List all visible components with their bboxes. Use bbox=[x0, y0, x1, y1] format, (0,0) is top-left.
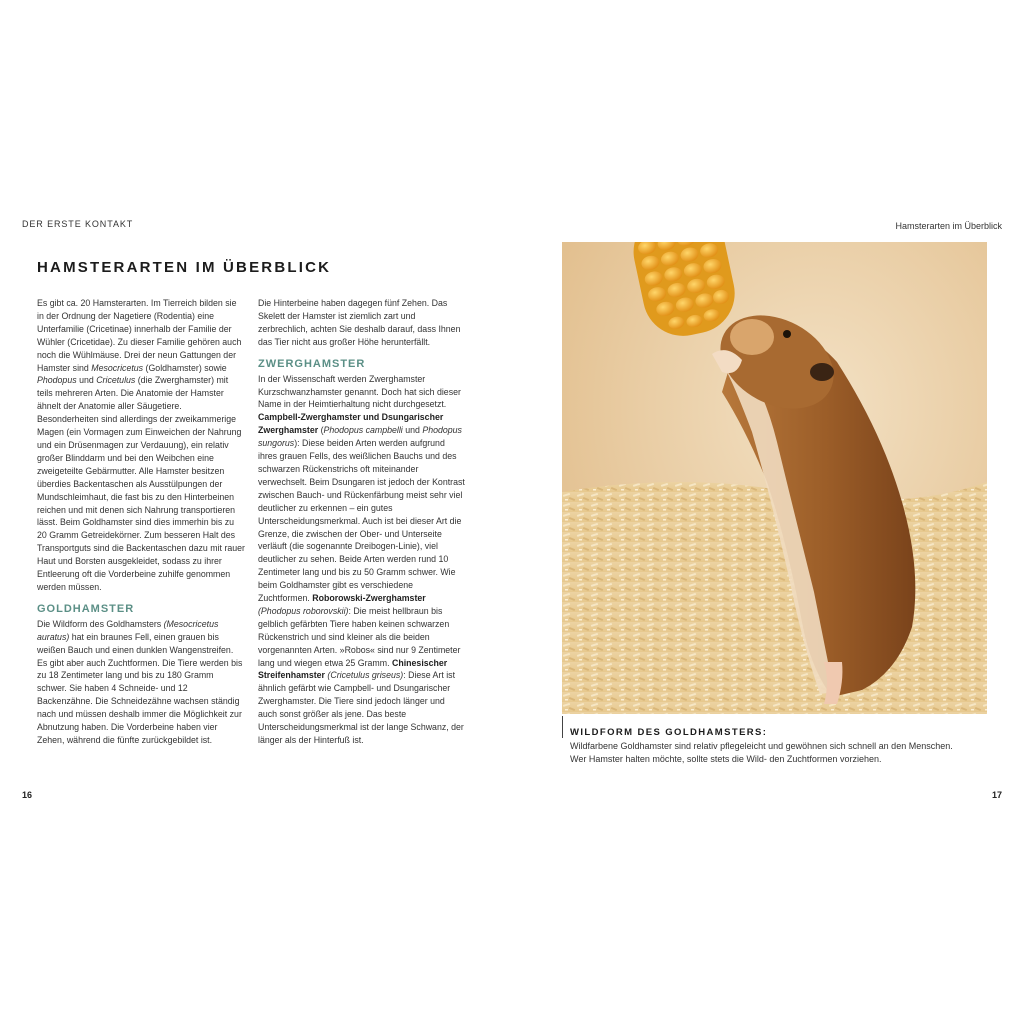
caption-line-1: Wildfarbene Goldhamster sind relativ pflegeleicht und gewöhnen sich schnell an den Menschen. bbox=[570, 741, 953, 751]
caption-text bbox=[570, 740, 990, 766]
section-heading-zwerghamster: ZWERGHAMSTER bbox=[258, 357, 366, 370]
species-name-roborowski: Roborowski-Zwerghamster bbox=[312, 593, 426, 604]
caption-rule bbox=[562, 716, 563, 738]
species-name-campbell: Campbell-Zwerghamster und Dsungarischer Zwerghamster bbox=[258, 412, 444, 436]
skeleton-paragraph: Die Hinterbeine haben dagegen fünf Zehen. Das Skelett der Hamster ist ziemlich zart und zerbrechlich, achten Sie deshalb darauf, dass Ihnen das Tier nicht aus großer Höhe herunterfällt. bbox=[258, 298, 461, 347]
caption-title: WILDFORM DES GOLDHAMSTERS: bbox=[570, 727, 768, 738]
running-title-left: DER ERSTE KONTAKT bbox=[22, 219, 134, 229]
zwerghamster-paragraph: In der Wissenschaft werden Zwerghamster Kurzschwanzhamster genannt. Doch hat sich dieser Name in der Heimtierhaltung nicht durchgesetzt. Campbell-Zwerghamster und Dsungarischer Zwerghamster (Phodopus campbelli und Phodopus sungorus): Diese beiden Arten werden aufgrund ihres grauen Fells, des weißlichen Bauchs und des schwarzen Rückenstrichs oft miteinander verwechselt. Beim Dsungaren ist jedoch der Kontrast zwischen Bauch- und Rückenfärbung meist sehr viel deutlicher zu erkennen – ein gutes Unterscheidungsmerkmal. Auch ist bei dieser Art die Grenze, die zwischen der Ober- und Unterseite verläuft (die sogenannte Dreibogen-Linie), viel deutlicher zu sehen. Beide Arten werden rund 10 Zentimeter lang und bis zu 50 Gramm schwer. Wie beim Goldhamster gibt es verschiedene Zuchtformen. Roborowski-Zwerghamster (Phodopus roborovskii): Die meist hellbraun bis gelblich gefärbten Tiere haben keinen schwarzen Rückenstrich und sind kleiner als die beiden vorgenannten Arten. »Robos« sind nur 9 Zentimeter lang und wiegen etwa 25 Gramm. Chinesischer Streifenhamster (Cricetulus griseus): Diese Art ist ähnlich gefärbt wie Campbell- und Dsungarischer Zwerghamster. Die Tiere sind jedoch länger und auch sonst größer als jene. Das beste Unterscheidungsmerkmal ist der lange Schwanz, der länger als der Hinterfuß ist. bbox=[258, 373, 465, 745]
section-heading-goldhamster: GOLDHAMSTER bbox=[37, 602, 135, 615]
hamster-photo bbox=[562, 242, 987, 714]
goldhamster-paragraph: Die Wildform des Goldhamsters (Mesocricetus auratus) hat ein braunes Fell, einen grauen bis weißen Bauch und einen dunklen Wangenstreifen. Es gibt aber auch Zuchtformen. Die Tiere werden bis zu 18 Zentimeter lang und bis zu 180 Gramm schwer. Sie haben 4 Schneide- und 12 Backenzähne. Die Schneidezähne wachsen ständig nach und müssen deshalb immer die Möglichkeit zur Abnutzung haben. Die Vorderbeine haben vier Zehen, während die fünfte zurückgebildet ist. bbox=[37, 618, 243, 745]
page-number-right: 17 bbox=[991, 790, 1002, 800]
intro-paragraph: Es gibt ca. 20 Hamsterarten. Im Tierreich bilden sie in der Ordnung der Nagetiere (Rodentia) eine Unterfamilie (Cricetinae) innerhalb der Familie der Wühler (Cricetidae). Zu dieser Familie gehören auch noch die Wühlmäuse. Drei der neun Gattungen der Hamster sind Mesocricetus (Goldhamster) sowie Phodopus und Cricetulus (die Zwerghamster) mit teils mehreren Arten. Die Anatomie der Hamster ähnelt der Anatomie aller Säugetiere. Besonderheiten sind allerdings der zweikammerige Magen (ein Vormagen zum Einweichen der Nahrung und ein Drüsenmagen zur Verdauung), ein relativ großer Blinddarm und bei den Weibchen eine zweigeteilte Gebärmutter. Alle Hamster besitzen überdies Backentaschen als Ausstülpungen der Mundschleimhaut, die fast bis zu den Hinterbeinen reichen und mit denen sich Nahrung transportieren lässt. Beim Goldhamster sind dies immerhin bis zu 20 Gramm Getreidekörner. Zum besseren Halt des Transportguts sind die Backentaschen dazu mit rauer Haut und Borsten ausgekleidet, sodass zu ihrer Entleerung oft die Vorderbeine zuhilfe genommen werden müssen. bbox=[37, 298, 245, 592]
page-number-left: 16 bbox=[22, 790, 33, 800]
hamster-illustration bbox=[562, 242, 987, 714]
running-title-right: Hamsterarten im Überblick bbox=[895, 221, 1002, 231]
text-column-left bbox=[37, 297, 245, 747]
species-name-chinesisch: Chinesischer Streifenhamster bbox=[258, 657, 448, 681]
text-column-middle bbox=[258, 297, 466, 747]
caption-line-2: Wer Hamster halten möchte, sollte stets die Wild- den Zuchtformen vorziehen. bbox=[570, 754, 882, 764]
page-title: HAMSTERARTEN IM ÜBERBLICK bbox=[37, 259, 332, 276]
